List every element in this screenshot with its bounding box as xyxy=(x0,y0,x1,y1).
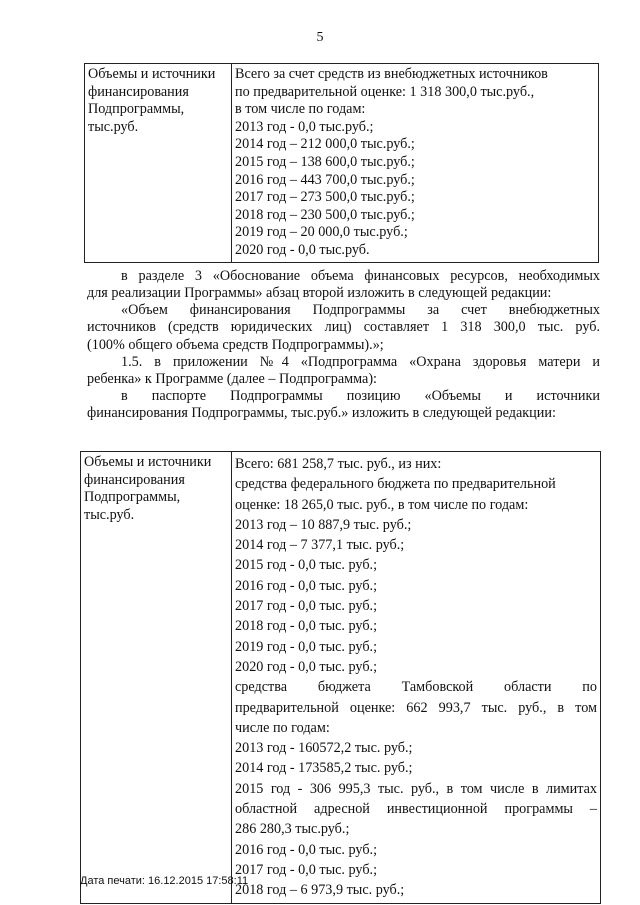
table-value-cell xyxy=(232,64,599,263)
value-line: числе по годам: xyxy=(235,719,330,736)
value-line: 286 280,3 тыс.руб.; xyxy=(235,821,350,838)
value-line: 2014 год - 173585,2 тыс. руб.; xyxy=(235,760,413,777)
paragraph-quote xyxy=(87,302,600,354)
value-line: в том числе по годам: xyxy=(235,101,366,118)
label-line: тыс.руб. xyxy=(88,118,139,135)
text-line: (100% общего объема средств Подпрограммы).»; xyxy=(87,336,384,353)
page-number: 5 xyxy=(316,30,324,45)
value-line: 2015 год - 0,0 тыс. руб.; xyxy=(235,557,378,574)
value-line: 2019 год – 20 000,0 тыс.руб.; xyxy=(235,224,408,241)
table-label-cell xyxy=(81,452,232,904)
value-line: 2020 год - 0,0 тыс. руб.; xyxy=(235,658,378,675)
label-line: Объемы и источники xyxy=(84,454,212,470)
value-line: Всего: 681 258,7 тыс. руб., из них: xyxy=(235,456,442,472)
label-line: финансирования xyxy=(88,83,189,100)
financing-table-2 xyxy=(80,451,601,904)
value-line: 2016 год - 0,0 тыс. руб.; xyxy=(235,577,378,594)
value-line: 2013 год - 160572,2 тыс. руб.; xyxy=(235,740,413,757)
value-line: 2014 год – 212 000,0 тыс.руб.; xyxy=(235,136,415,153)
value-line: 2015 год – 138 600,0 тыс.руб.; xyxy=(235,153,415,170)
financing-table-1 xyxy=(84,63,599,263)
value-line: 2017 год - 0,0 тыс. руб.; xyxy=(235,861,378,878)
value-line: 2016 год - 0,0 тыс. руб.; xyxy=(235,841,378,858)
print-date-footer: Дата печати: 16.12.2015 17:58:11 xyxy=(80,875,249,887)
value-line: оценке: 18 265,0 тыс. руб., в том числе по годам: xyxy=(235,496,529,513)
text-line: ребенка» к Программе (далее – Подпрограмма): xyxy=(87,371,377,388)
value-line: средства бюджета Тамбовской области по xyxy=(235,679,597,696)
table-label-cell xyxy=(85,64,232,263)
value-line: 2015 год - 306 995,3 тыс. руб., в том числе в лимитах xyxy=(235,780,597,797)
label-line: Подпрограммы, xyxy=(88,101,185,118)
text-line: в паспорте Подпрограммы позицию «Объемы и источники xyxy=(121,388,600,404)
text-line: для реализации Программы» абзац второй изложить в следующей редакции: xyxy=(87,285,552,302)
value-line: предварительной оценке: 662 993,7 тыс. руб., в том xyxy=(235,699,597,716)
paragraph-1-5 xyxy=(87,354,600,389)
text-line: в разделе 3 «Обоснование объема финансовых ресурсов, необходимых xyxy=(121,268,600,284)
value-line: 2018 год – 230 500,0 тыс.руб.; xyxy=(235,206,415,223)
label-line: тыс.руб. xyxy=(84,506,135,523)
table-row xyxy=(85,64,599,263)
label-line: финансирования xyxy=(84,471,185,488)
value-line: 2014 год – 7 377,1 тыс. руб.; xyxy=(235,537,405,554)
value-line: 2019 год - 0,0 тыс. руб.; xyxy=(235,638,378,655)
value-line: средства федерального бюджета по предварительной xyxy=(235,476,556,493)
value-line: 2013 год - 0,0 тыс.руб.; xyxy=(235,118,374,135)
text-line: 1.5. в приложении №4 «Подпрограмма «Охрана здоровья матери и xyxy=(121,354,600,370)
value-line: 2017 год - 0,0 тыс. руб.; xyxy=(235,598,378,615)
value-line: 2018 год – 6 973,9 тыс. руб.; xyxy=(235,882,405,899)
text-line: финансирования Подпрограммы, тыс.руб.» изложить в следующей редакции: xyxy=(87,405,556,422)
value-line: 2013 год – 10 887,9 тыс. руб.; xyxy=(235,516,412,533)
label-line: Объемы и источники xyxy=(88,66,216,82)
value-line: областной адресной инвестиционной программы – xyxy=(235,801,597,818)
paragraph-section3 xyxy=(87,268,600,303)
value-line: 2020 год - 0,0 тыс.руб. xyxy=(235,241,370,258)
value-line: 2017 год – 273 500,0 тыс.руб.; xyxy=(235,189,415,206)
value-line: Всего за счет средств из внебюджетных источников xyxy=(235,66,548,82)
value-line: 2018 год - 0,0 тыс. руб.; xyxy=(235,618,378,635)
table-value-cell xyxy=(232,452,601,904)
text-line: «Объем финансирования Подпрограммы за счет внебюджетных xyxy=(121,302,600,318)
table-row xyxy=(81,452,601,904)
paragraph-passport xyxy=(87,388,600,423)
value-line: 2016 год – 443 700,0 тыс.руб.; xyxy=(235,171,415,188)
value-line: по предварительной оценке: 1 318 300,0 тыс.руб., xyxy=(235,83,535,100)
label-line: Подпрограммы, xyxy=(84,489,181,506)
text-line: источников (средств юридических лиц) составляет 1 318 300,0 тыс. руб. xyxy=(87,319,600,336)
